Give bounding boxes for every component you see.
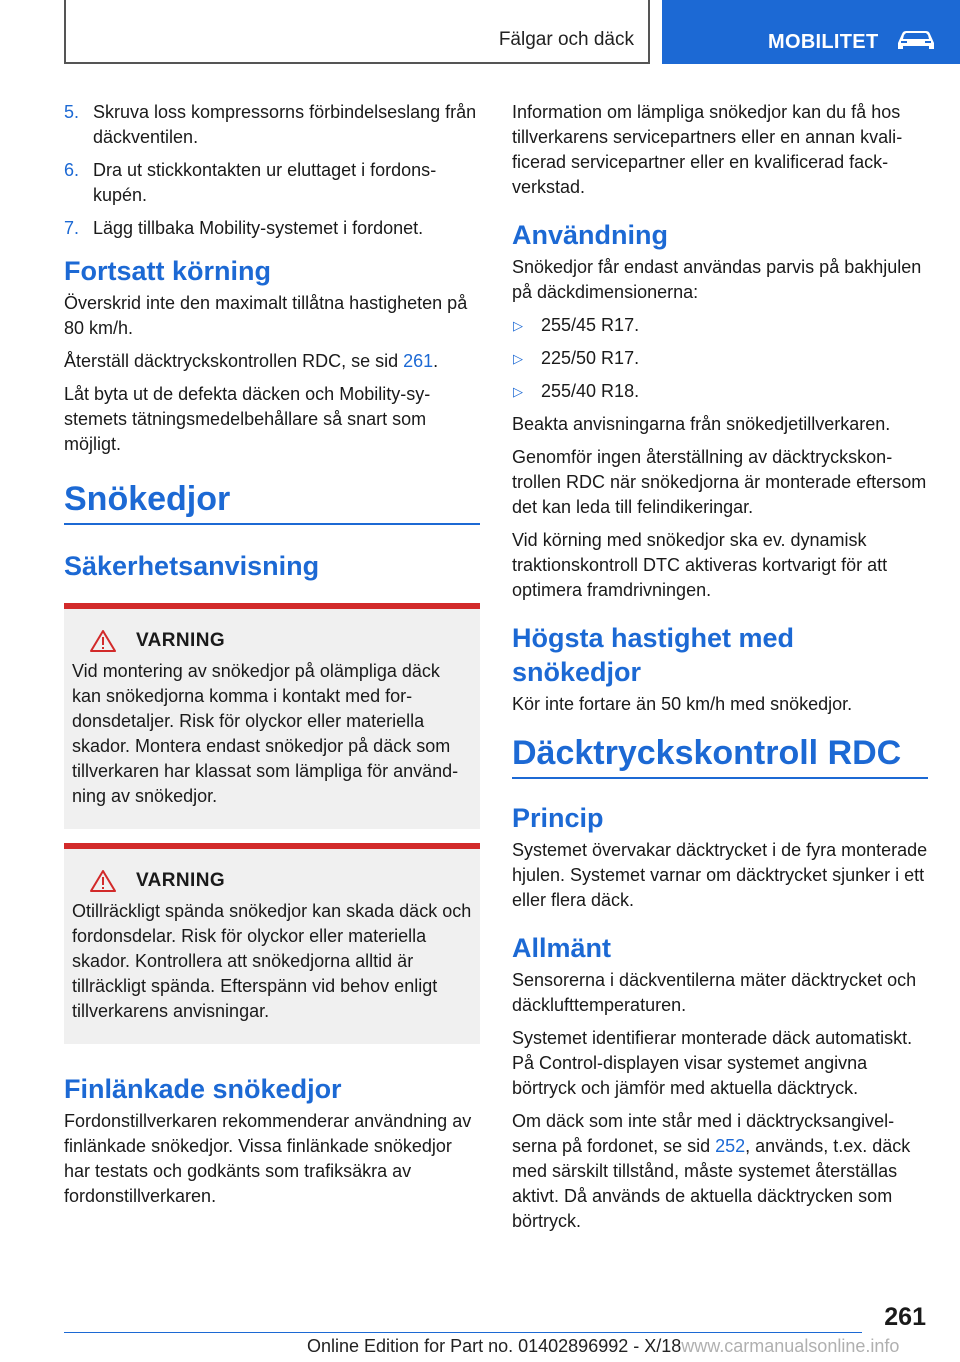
- intro-paragraph: Information om lämpliga snökedjor kan du få hos tillverkarens servicepartners eller en annan kvalificerad servicepartner eller en kvalificerad fackverkstad.: [512, 102, 903, 197]
- list-item: [512, 346, 928, 371]
- step-number: 7.: [64, 218, 80, 238]
- warning-box-2: [64, 843, 480, 1044]
- allmant-paragraph-3: [512, 1109, 928, 1234]
- fortsatt-paragraph-1: Överskrid inte den maximalt tillåtna hastigheten på 80 km/h.: [64, 293, 468, 338]
- allmant-paragraph-2: Systemet identifierar monterade däck automatiskt. På Control-displayen visar systemet angivna börtryck och jämför med aktuella däcktryck.: [512, 1028, 913, 1098]
- triangle-bullet-icon: ▷: [513, 318, 523, 333]
- page-link-252[interactable]: 252: [715, 1136, 746, 1156]
- header-chapter-tab[interactable]: [662, 0, 960, 64]
- step-text: Skruva loss kompressorns förbindelseslang från däckventilen.: [93, 102, 477, 147]
- list-item: [512, 313, 928, 338]
- header-section-title: Fälgar och däck: [498, 29, 634, 50]
- warning-header: [90, 629, 472, 653]
- allmant-heading: Allmänt: [512, 933, 612, 963]
- hogsta-text: Kör inte fortare än 50 km/h med snökedjor.: [512, 694, 853, 714]
- snokedjor-heading: Snökedjor: [64, 480, 231, 518]
- fortsatt-p2-text: Återställ däcktryckskontrollen RDC, se sid: [64, 351, 404, 371]
- rdc-heading: Däcktryckskontroll RDC: [512, 734, 902, 772]
- finlankade-heading: Finlänkade snökedjor: [64, 1074, 342, 1104]
- allmant-paragraph-1: Sensorerna i däckventilerna mäter däcktrycket och däcklufttemperaturen.: [512, 970, 917, 1015]
- princip-heading: Princip: [512, 803, 604, 833]
- fortsatt-paragraph-2: [64, 349, 480, 374]
- step-text: Dra ut stickkontakten ur eluttaget i fordonskupén.: [93, 160, 437, 205]
- warning-header: [90, 869, 472, 893]
- list-item: [64, 100, 480, 150]
- step-number: 5.: [64, 102, 80, 122]
- list-item: [64, 216, 480, 241]
- tire-size: 255/40 R18.: [541, 381, 640, 401]
- page-number: 261: [884, 1303, 926, 1331]
- list-item: [512, 379, 928, 404]
- warning-text: Vid montering av snökedjor på olämpliga däck kan snökedjorna komma i kontakt med fordonsdetaljer. Risk för olyckor eller materiella skador. Montera endast snökedjor på däck som tillverkaren har klassat som lämpliga för användning av snökedjor.: [72, 661, 459, 806]
- step-number: 6.: [64, 160, 80, 180]
- header-section-box: [64, 0, 650, 64]
- fortsatt-p2-end: .: [433, 351, 439, 371]
- anvandning-heading: Användning: [512, 220, 668, 250]
- triangle-bullet-icon: ▷: [513, 384, 523, 399]
- anvandning-paragraph-2: Beakta anvisningarna från snökedjetillverkaren.: [512, 414, 891, 434]
- allmant-p3-text: Om däck som inte står med i däcktrycksangivelserna på fordonet, se sid: [512, 1111, 895, 1156]
- finlankade-text: Fordonstillverkaren rekommenderar användning av finlänkade snökedjor. Vissa finlänkade snökedjor har testats och godkänts som trafiksäkra av fordonstillverkaren.: [64, 1111, 472, 1206]
- warning-title: VARNING: [136, 630, 226, 651]
- list-item: [64, 158, 480, 208]
- tire-size: 255/45 R17.: [541, 315, 640, 335]
- warning-text: Otillräckligt spända snökedjor kan skada däck och fordonsdelar. Risk för olyckor eller materiella skador. Kontrollera att snökedjorna alltid är tillräckligt spända. Efterspänn vid behov enligt tillverkarens anvisningar.: [72, 901, 472, 1021]
- snokedjor-rule: [64, 523, 480, 525]
- left-column: [64, 100, 480, 1217]
- fortsatt-heading: Fortsatt körning: [64, 256, 271, 286]
- anvandning-paragraph-3: Genomför ingen återställning av däcktryckskontrollen RDC när snökedjorna är monterade eftersom det kan leda till felindikeringar.: [512, 447, 927, 517]
- tire-size-list: [512, 313, 928, 404]
- warning-box-1: [64, 603, 480, 829]
- rdc-rule: [512, 777, 928, 779]
- anvandning-paragraph-1: Snökedjor får endast användas parvis på bakhjulen på däckdimensionerna:: [512, 257, 922, 302]
- footer-edition: [307, 1336, 899, 1357]
- steps-list: [64, 100, 480, 241]
- right-column: [512, 100, 928, 1242]
- triangle-bullet-icon: ▷: [513, 351, 523, 366]
- warning-triangle-icon: [90, 629, 116, 653]
- tire-size: 225/50 R17.: [541, 348, 640, 368]
- footer-rule: [64, 1332, 862, 1333]
- header-chapter-label: MOBILITET: [768, 31, 879, 53]
- page-link-261[interactable]: 261: [403, 351, 434, 371]
- hogsta-heading: Högsta hastighet med snökedjor: [512, 623, 795, 687]
- warning-triangle-icon: [90, 869, 116, 893]
- anvandning-paragraph-4: Vid körning med snökedjor ska ev. dynamisk traktionskontroll DTC aktiveras kortvarigt för att optimera framdrivningen.: [512, 530, 888, 600]
- car-icon: [894, 28, 938, 52]
- sakerhet-heading: Säkerhetsanvisning: [64, 551, 320, 581]
- footer-watermark: www.carmanualsonline.info: [681, 1336, 900, 1356]
- footer-edition-text: Online Edition for Part no. 01402896992 - X/18: [307, 1336, 682, 1356]
- fortsatt-paragraph-3: Låt byta ut de defekta däcken och Mobility-systemets tätningsmedelbehållare så snart som möjligt.: [64, 384, 431, 454]
- step-text: Lägg tillbaka Mobility-systemet i fordonet.: [93, 218, 424, 238]
- warning-title: VARNING: [136, 870, 226, 891]
- allmant-p3-end: , används, t.ex. däck med särskilt tillstånd, måste systemet återställas aktivt. Då används de aktuella däcktrycken som börtryck.: [512, 1136, 911, 1231]
- princip-text: Systemet övervakar däcktrycket i de fyra monterade hjulen. Systemet varnar om däcktrycket sjunker i ett eller flera däck.: [512, 840, 928, 910]
